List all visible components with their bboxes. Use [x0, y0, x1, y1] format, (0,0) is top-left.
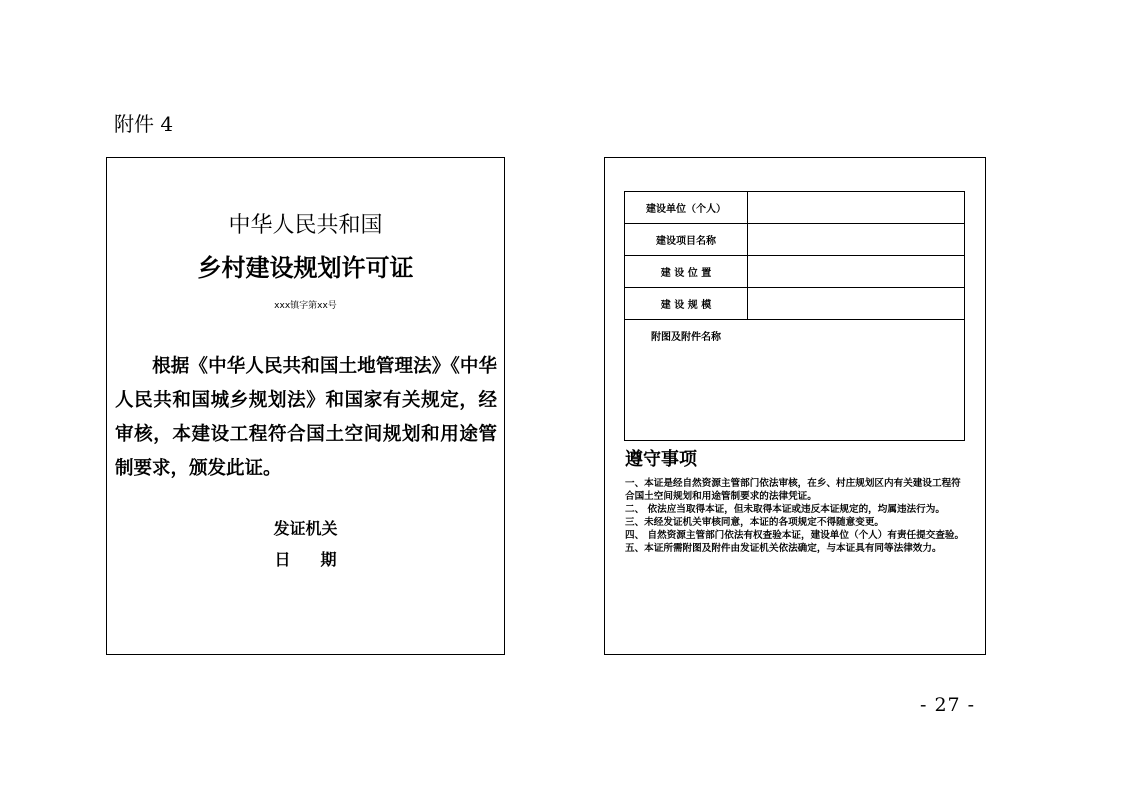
- table-row: [625, 192, 965, 224]
- details-label-location: 建 设 位 置: [625, 256, 748, 288]
- rules-list: [625, 477, 970, 555]
- list-item: 五、本证所需附图及附件由发证机关依法确定，与本证具有同等法律效力。: [625, 543, 942, 554]
- list-item: 二、 依法应当取得本证，但未取得本证或违反本证规定的，均属违法行为。: [625, 504, 945, 515]
- list-item: 一、本证是经自然资源主管部门依法审核，在乡、村庄规划区内有关建设工程符合国土空间规划和用途管制要求的法律凭证。: [625, 478, 961, 502]
- list-item: 四、 自然资源主管部门依法有权查验本证，建设单位（个人）有责任提交查验。: [625, 530, 965, 541]
- details-label-project-name: 建设项目名称: [625, 224, 748, 256]
- details-value-project-name: [748, 224, 965, 256]
- details-value-location: [748, 256, 965, 288]
- table-row: [625, 288, 965, 320]
- table-row: [625, 256, 965, 288]
- details-value-applicant: [748, 192, 965, 224]
- page-number: - 27 -: [920, 694, 976, 716]
- details-table: [624, 191, 965, 441]
- certificate-doc-number: xxx镇字第xx号: [274, 301, 337, 311]
- certificate-issuer-label: 发证机关: [273, 519, 338, 538]
- certificate-body-text: 根据《中华人民共和国土地管理法》《中华人民共和国城乡规划法》和国家有关规定，经审核，本建设工程符合国土空间规划和用途管制要求，颁发此证。: [115, 356, 497, 479]
- certificate-details-panel: [604, 157, 986, 655]
- details-attachments-cell: 附图及附件名称: [625, 320, 965, 441]
- table-row: [625, 320, 965, 441]
- annex-label: 附件 4: [114, 112, 174, 136]
- details-value-scale: [748, 288, 965, 320]
- table-row: [625, 224, 965, 256]
- certificate-date-label: 日 期: [274, 550, 337, 569]
- certificate-title: 乡村建设规划许可证: [197, 253, 414, 282]
- rules-title: 遵守事项: [625, 449, 697, 470]
- details-label-scale: 建 设 规 模: [625, 288, 748, 320]
- certificate-country: 中华人民共和国: [228, 213, 383, 238]
- details-label-applicant: 建设单位（个人）: [625, 192, 748, 224]
- list-item: 三、未经发证机关审核同意，本证的各项规定不得随意变更。: [625, 517, 885, 528]
- certificate-front-panel: [106, 157, 505, 655]
